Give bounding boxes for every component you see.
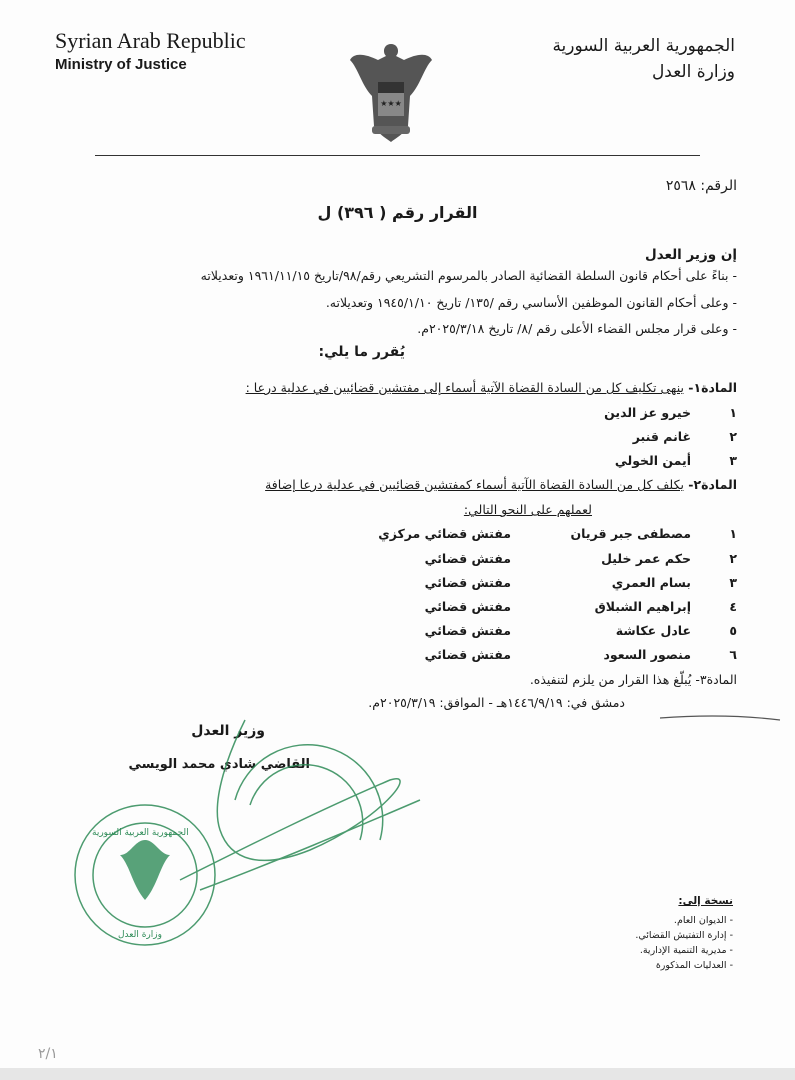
item-name: مصطفى جبر قريان (570, 526, 691, 541)
item-number: ٦ (729, 647, 737, 662)
decides-heading: يُقرر ما يلي: (318, 344, 405, 360)
page-number: ٢/١ (38, 1046, 58, 1062)
copies-label: نسخة إلى: (678, 895, 733, 907)
item-name: غانم قنبر (632, 429, 691, 444)
preamble-opening: إن وزير العدل (644, 247, 737, 263)
copies-item: - مديرية التنمية الإدارية. (639, 945, 733, 956)
item-role: مفتش قضائي (424, 599, 511, 614)
list-item (378, 526, 737, 541)
footer-band (0, 1068, 795, 1080)
article-3: المادة٣- يُبلّغ هذا القرار من يلزم لتنفيذه. (529, 672, 737, 687)
item-number: ١ (729, 405, 737, 420)
list-item (425, 551, 737, 566)
article-text: يكلف كل من السادة القضاة الآتية أسماء كمفتشين قضائيين في عدلية درعا إضافة (265, 477, 684, 492)
item-role: مفتش قضائي (424, 647, 511, 662)
list-item (425, 575, 737, 590)
list-item (425, 623, 737, 638)
copies-item: - العدليات المذكورة (655, 960, 733, 971)
header-en-subtitle: Ministry of Justice (55, 56, 187, 73)
decision-title: القرار رقم ( ٣٩٦) ل (317, 203, 478, 222)
list-item (425, 599, 737, 614)
item-name: أيمن الخولي (614, 453, 691, 468)
article-text: ينهى تكليف كل من السادة القضاة الآتية أسماء إلى مفتشين قضائيين في عدلية درعا : (245, 380, 684, 395)
list-item (615, 453, 737, 468)
article-2-continuation: لعملهم على النحو التالي: (463, 502, 592, 517)
svg-text:★★★: ★★★ (380, 99, 402, 108)
item-name: إبراهيم الشبلاق (594, 599, 691, 614)
preamble-line: - وعلى قرار مجلس القضاء الأعلى رقم /٨/ تاريخ ٢٠٢٥/٣/١٨م. (417, 321, 737, 336)
item-role: مفتش قضائي (424, 623, 511, 638)
item-name: خيرو عز الدين (604, 405, 691, 420)
signature-stamp-graphic (60, 690, 795, 950)
copies-item: - إدارة التفتيش القضائي. (635, 930, 733, 941)
header-ar-subtitle: وزارة العدل (651, 62, 735, 82)
list-item (604, 405, 737, 420)
date-line: دمشق في: ١٤٤٦/٩/١٩هـ - الموافق: ٢٠٢٥/٣/١٩م. (368, 695, 625, 710)
stamp-subtext: وزارة العدل (118, 930, 162, 940)
item-number: ٥ (729, 623, 737, 638)
item-name: حكم عمر خليل (601, 551, 691, 566)
item-role: مفتش قضائي (424, 551, 511, 566)
header-ar-title: الجمهورية العربية السورية (552, 36, 735, 56)
preamble-line: - وعلى أحكام القانون الموظفين الأساسي رقم /١٣٥/ تاريخ ١٩٤٥/١/١٠ وتعديلاته. (325, 295, 737, 310)
copies-item: - الديوان العام. (673, 915, 733, 926)
item-number: ٢ (729, 429, 737, 444)
article-2 (265, 477, 737, 492)
item-number: ٤ (729, 599, 737, 614)
item-name: بسام العمري (611, 575, 691, 590)
preamble-line: - بناءً على أحكام قانون السلطة القضائية الصادر بالمرسوم التشريعي رقم/٩٨/تاريخ ١٩٦١/١١/١٥ وتعديلاته (200, 268, 737, 283)
article-label: المادة١- (683, 380, 737, 395)
item-number: ١ (729, 526, 737, 541)
header-divider (95, 155, 700, 156)
article-label: المادة٢- (683, 477, 737, 492)
item-name: عادل عكاشة (615, 623, 691, 638)
eagle-emblem-icon (348, 38, 434, 146)
reference-number: الرقم: ٢٥٦٨ (665, 178, 737, 194)
item-number: ٢ (729, 551, 737, 566)
item-role: مفتش قضائي (424, 575, 511, 590)
stamp-text: الجمهورية العربية السورية (92, 828, 189, 838)
header-en-title: Syrian Arab Republic (55, 28, 246, 53)
list-item (425, 647, 737, 662)
item-name: منصور السعود (603, 647, 691, 662)
signature-name: القاضي شادي محمد الويسي (128, 757, 310, 772)
item-number: ٣ (729, 453, 737, 468)
signature-title: وزير العدل (191, 723, 265, 739)
item-number: ٣ (729, 575, 737, 590)
list-item (633, 429, 737, 444)
item-role: مفتش قضائي مركزي (378, 526, 511, 541)
article-1 (246, 380, 737, 395)
